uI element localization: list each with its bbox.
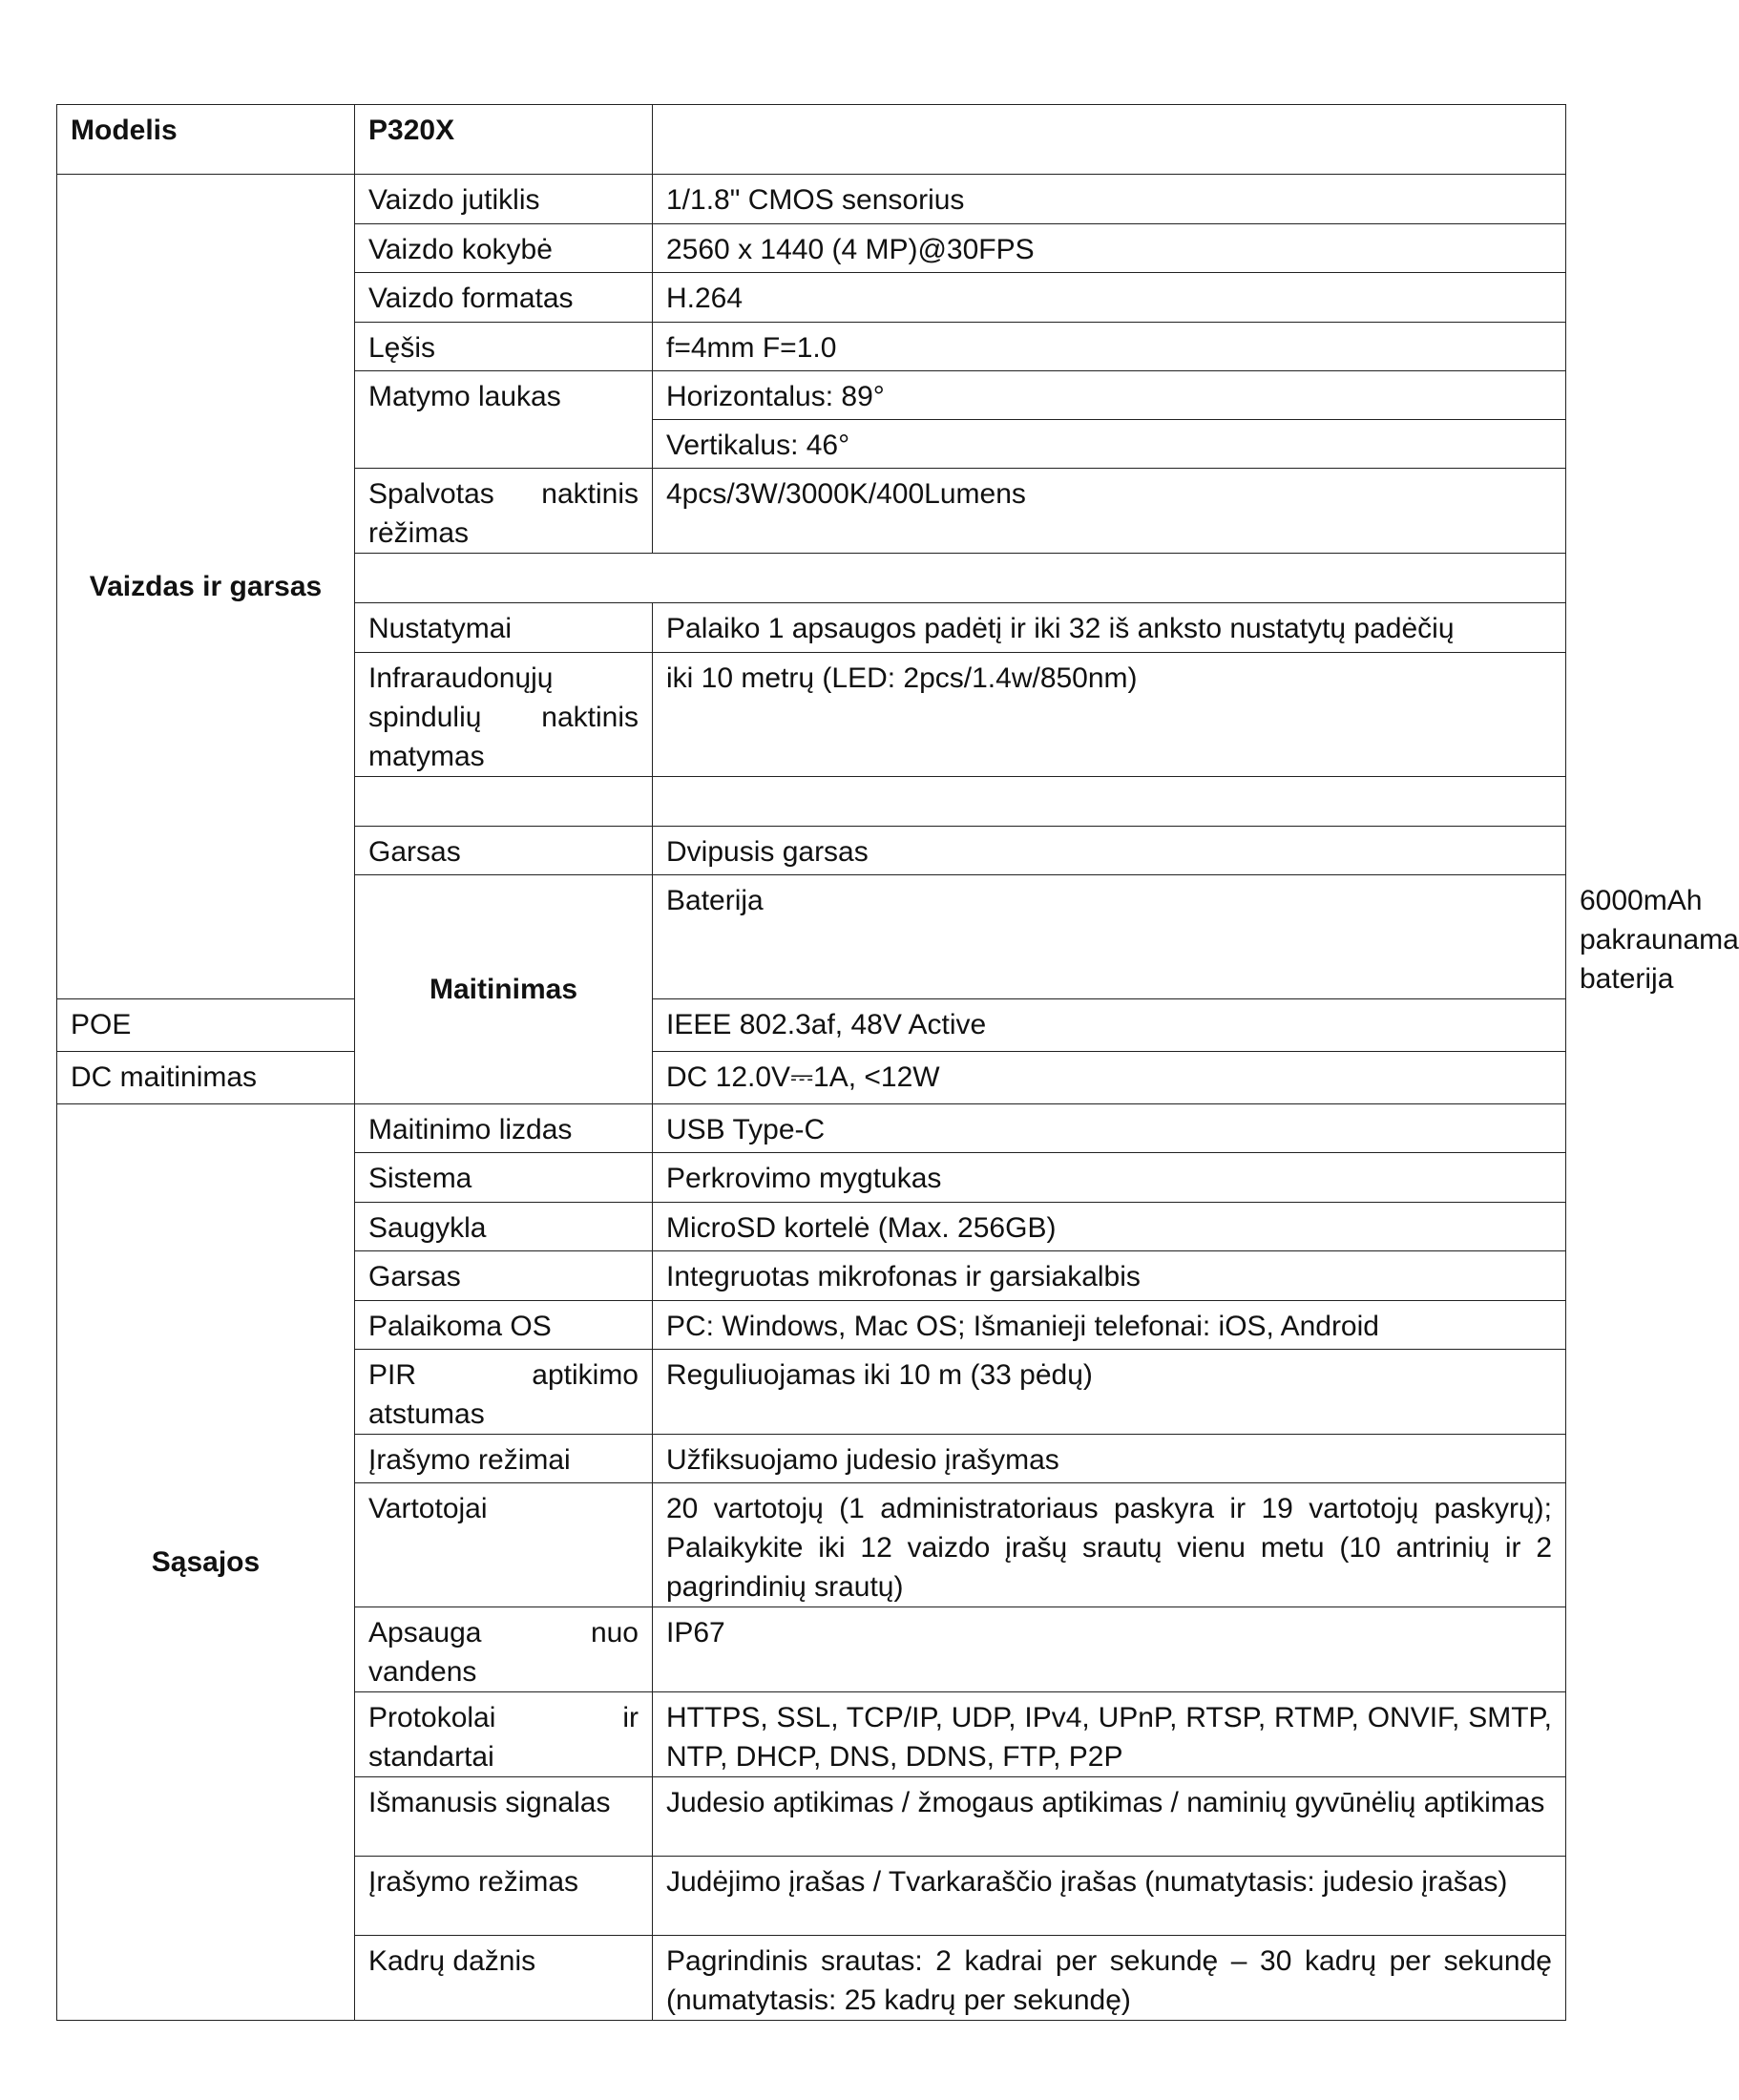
- model-name: P320X: [355, 105, 653, 175]
- param-cell: Įrašymo režimas: [355, 1857, 653, 1936]
- param-cell: Vaizdo formatas: [355, 273, 653, 323]
- value-cell: iki 10 metrų (LED: 2pcs/1.4w/850nm): [653, 653, 1566, 777]
- param-cell: Saugykla: [355, 1203, 653, 1251]
- spec-table: [56, 104, 1739, 2021]
- param-cell: Infraraudonųjų spindulių naktinis matymas: [355, 653, 653, 777]
- param-cell: Sistema: [355, 1153, 653, 1203]
- param-cell: PIR aptikimo atstumas: [355, 1350, 653, 1435]
- param-cell: Protokolai ir standartai: [355, 1692, 653, 1777]
- value-cell: 20 vartotojų (1 administratoriaus paskyra ir 19 vartotojų paskyrų); Palaikykite iki 12 vaizdo įrašų srautų vienu metu (10 antrinių ir 2 pagrindinių srautų): [653, 1483, 1566, 1607]
- value-cell: Judėjimo įrašas / Tvarkaraščio įrašas (numatytasis: judesio įrašas): [653, 1857, 1566, 1936]
- param-cell: Lęšis: [355, 323, 653, 371]
- param-cell: Apsauga nuo vandens: [355, 1607, 653, 1692]
- value-cell: Palaiko 1 apsaugos padėtį ir iki 32 iš anksto nustatytų padėčių: [653, 603, 1566, 653]
- value-cell: [653, 777, 1566, 827]
- value-cell: 4pcs/3W/3000K/400Lumens: [653, 469, 1566, 554]
- param-cell: Nustatymai: [355, 603, 653, 653]
- value-cell: Užfiksuojamo judesio įrašymas: [653, 1435, 1566, 1483]
- value-cell: f=4mm F=1.0: [653, 323, 1566, 371]
- param-cell: Garsas: [355, 1251, 653, 1301]
- value-cell: PC: Windows, Mac OS; Išmanieji telefonai: iOS, Android: [653, 1301, 1566, 1350]
- param-cell: Kadrų dažnis: [355, 1936, 653, 2021]
- header-label: Modelis: [57, 105, 355, 175]
- value-cell: Pagrindinis srautas: 2 kadrai per sekundę – 30 kadrų per sekundę (numatytasis: 25 kadrų per sekundę): [653, 1936, 1566, 2021]
- param-cell: Spalvotas naktinis rėžimas: [355, 469, 653, 554]
- value-cell: IP67: [653, 1607, 1566, 1692]
- param-cell: Vaizdo kokybė: [355, 224, 653, 273]
- value-cell: 1/1.8" CMOS sensorius: [653, 175, 1566, 224]
- param-cell: [355, 777, 653, 827]
- value-cell: Judesio aptikimas / žmogaus aptikimas / naminių gyvūnėlių aptikimas: [653, 1777, 1566, 1857]
- group-label-vaizdas: Vaizdas ir garsas: [57, 175, 355, 999]
- value-cell: HTTPS, SSL, TCP/IP, UDP, IPv4, UPnP, RTSP, RTMP, ONVIF, SMTP, NTP, DHCP, DNS, DDNS, FTP, P2P: [653, 1692, 1566, 1777]
- param-cell: Vartotojai: [355, 1483, 653, 1607]
- table-row: [57, 105, 1566, 175]
- table-row: [57, 999, 1566, 1052]
- value-cell: H.264: [653, 273, 1566, 323]
- param-cell: Matymo laukas: [355, 371, 653, 469]
- value-cell: IEEE 802.3af, 48V Active: [653, 999, 1566, 1052]
- param-cell: DC maitinimas: [57, 1052, 355, 1104]
- table-row: [57, 1052, 1566, 1104]
- param-cell: Maitinimo lizdas: [355, 1104, 653, 1153]
- header-extra: [653, 105, 1566, 175]
- table-row: Maitinimas Baterija 6000mAh pakraunama baterija: [57, 875, 1566, 999]
- value-cell: 2560 x 1440 (4 MP)@30FPS: [653, 224, 1566, 273]
- value-cell: MicroSD kortelė (Max. 256GB): [653, 1203, 1566, 1251]
- spacer-cell: [355, 554, 1566, 603]
- value-cell: DC 12.0V⎓1A, <12W: [653, 1052, 1566, 1104]
- param-cell: Įrašymo režimai: [355, 1435, 653, 1483]
- value-cell: Integruotas mikrofonas ir garsiakalbis: [653, 1251, 1566, 1301]
- param-cell: Vaizdo jutiklis: [355, 175, 653, 224]
- table-row: [57, 1104, 1566, 1153]
- param-cell: Garsas: [355, 827, 653, 875]
- value-cell: Dvipusis garsas: [653, 827, 1566, 875]
- param-cell: Išmanusis signalas: [355, 1777, 653, 1857]
- value-cell: Horizontalus: 89°: [653, 371, 1566, 420]
- param-cell: Palaikoma OS: [355, 1301, 653, 1350]
- group-label-sasajos: Sąsajos: [57, 1104, 355, 2021]
- value-cell: USB Type-C: [653, 1104, 1566, 1153]
- value-cell: Reguliuojamas iki 10 m (33 pėdų): [653, 1350, 1566, 1435]
- param-cell: POE: [57, 999, 355, 1052]
- table-row: [57, 175, 1566, 224]
- value-cell: Perkrovimo mygtukas: [653, 1153, 1566, 1203]
- group-label-maitinimas: Maitinimas: [355, 875, 653, 1104]
- value-cell: Vertikalus: 46°: [653, 420, 1566, 469]
- param-cell: Baterija: [653, 875, 1566, 999]
